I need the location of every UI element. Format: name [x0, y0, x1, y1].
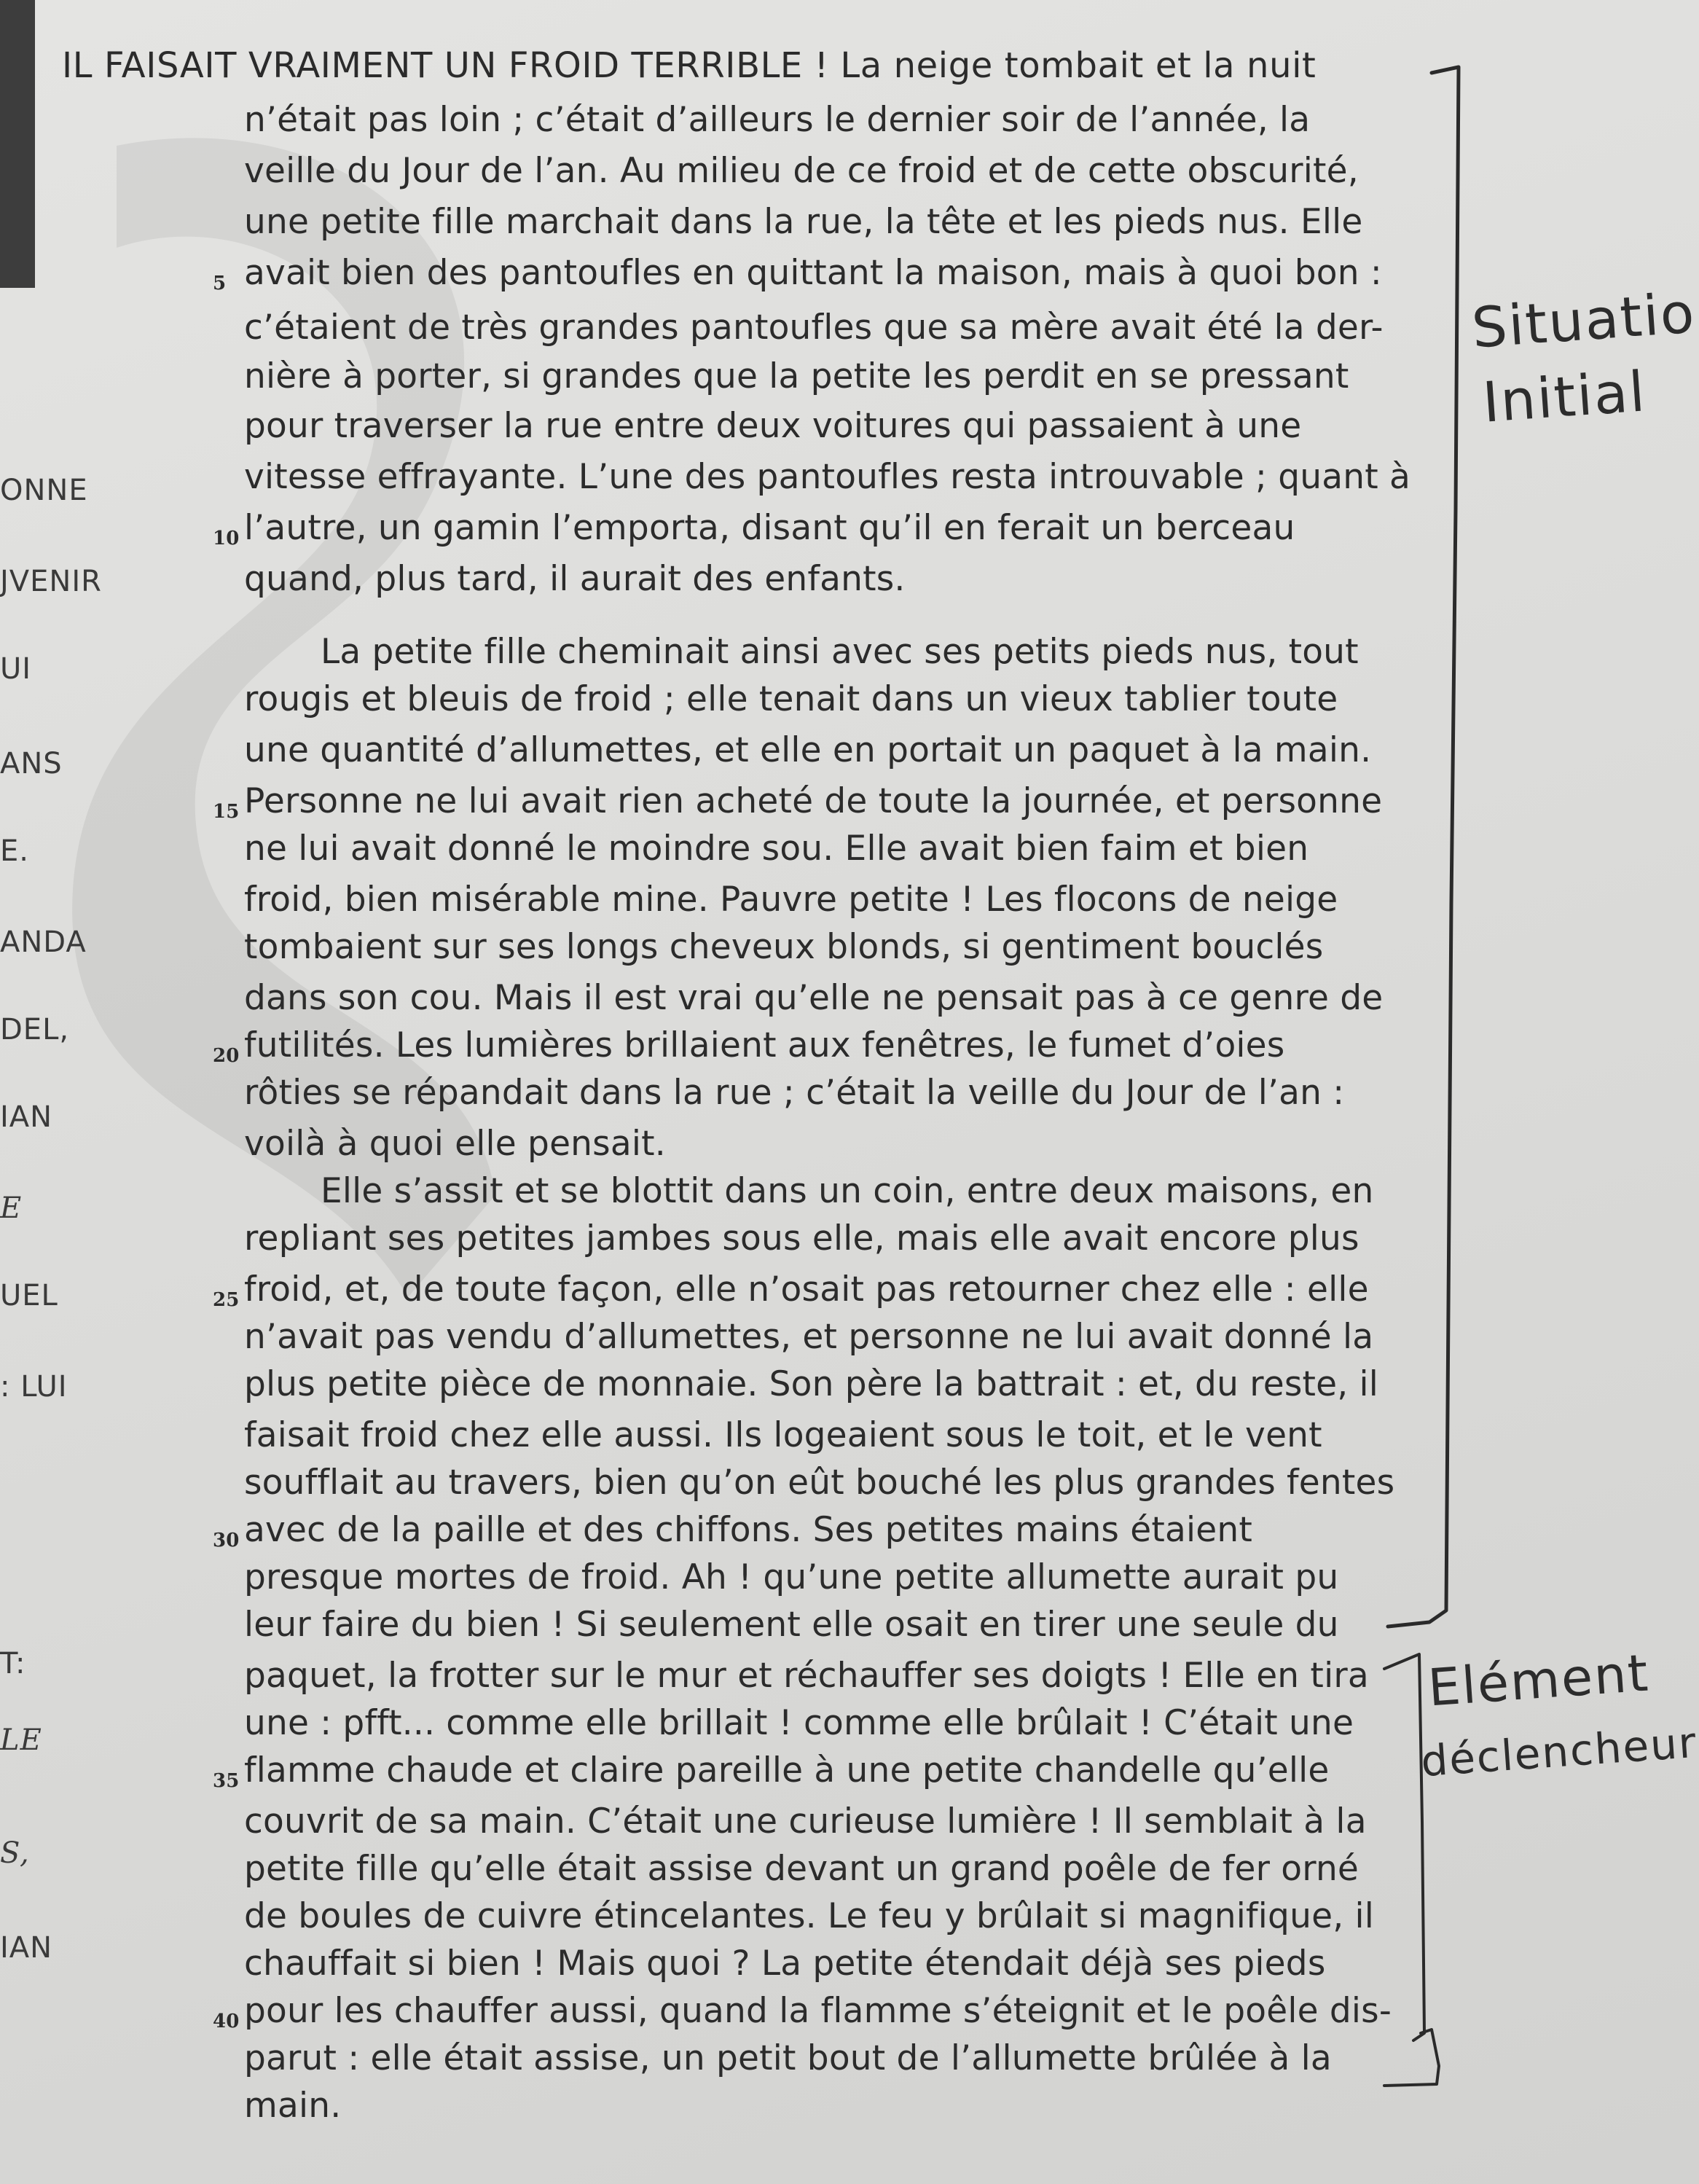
text-line-content: l’autre, un gamin l’emporta, disant qu’il en ferait un berceau	[244, 508, 1295, 548]
margin-word: E.	[0, 834, 29, 868]
text-line-content: une petite fille marchait dans la rue, la tête et les pieds nus. Elle	[244, 202, 1363, 242]
text-line-content: parut : elle était assise, un petit bout de l’allumette brûlée à la	[244, 2038, 1332, 2078]
text-line-content: de boules de cuivre étincelantes. Le feu y brûlait si magnifique, il	[244, 1896, 1374, 1936]
line-number: 15	[213, 801, 240, 823]
text-line-content: avait bien des pantoufles en quittant la maison, mais à quoi bon :	[244, 253, 1382, 293]
annotation-declencheur: déclencheur	[1419, 1717, 1699, 1787]
text-line-content: avec de la paille et des chiffons. Ses petites mains étaient	[244, 1510, 1252, 1550]
line-number: 20	[213, 1045, 240, 1067]
text-line-content: La petite fille cheminait ainsi avec ses petits pieds nus, tout	[321, 632, 1359, 672]
text-line-content: chauffait si bien ! Mais quoi ? La petite étendait déjà ses pieds	[244, 1944, 1326, 1984]
text-line-content: froid, et, de toute façon, elle n’osait pas retourner chez elle : elle	[244, 1269, 1369, 1310]
text-line-content: rougis et bleuis de froid ; elle tenait dans un vieux tablier toute	[244, 679, 1338, 719]
text-line-content: futilités. Les lumières brillaient aux fenêtres, le fumet d’oies	[244, 1025, 1285, 1065]
text-line-content: main.	[244, 2086, 342, 2126]
text-line-content: IL FAISAIT VRAIMENT UN FROID TERRIBLE ! La neige tombait et la nuit	[62, 45, 1317, 86]
line-number: 25	[213, 1289, 240, 1311]
margin-word: IAN	[0, 1931, 53, 1965]
text-line-content: tombaient sur ses longs cheveux blonds, si gentiment bouclés	[244, 927, 1324, 967]
margin-word: IAN	[0, 1100, 53, 1134]
text-line-content: Elle s’assit et se blottit dans un coin, entre deux maisons, en	[321, 1171, 1374, 1211]
line-number: 10	[213, 528, 240, 549]
text-line-content: petite fille qu’elle était assise devant un grand poêle de fer orné	[244, 1849, 1359, 1889]
margin-word: UEL	[0, 1279, 58, 1312]
annotation-initiale: Initial	[1480, 359, 1649, 435]
text-line-content: plus petite pièce de monnaie. Son père la battrait : et, du reste, il	[244, 1364, 1379, 1404]
text-line-content: Personne ne lui avait rien acheté de toute la journée, et personne	[244, 781, 1383, 821]
text-line-content: n’avait pas vendu d’allumettes, et personne ne lui avait donné la	[244, 1317, 1374, 1357]
text-line-content: paquet, la frotter sur le mur et réchauffer ses doigts ! Elle en tira	[244, 1656, 1369, 1696]
margin-word: S,	[0, 1836, 30, 1870]
margin-word: JVENIR	[0, 565, 102, 598]
margin-word: : LUI	[0, 1370, 68, 1404]
text-line-content: veille du Jour de l’an. Au milieu de ce froid et de cette obscurité,	[244, 151, 1359, 191]
text-line-content: c’étaient de très grandes pantoufles que sa mère avait été la der-	[244, 308, 1384, 348]
margin-word: ANDA	[0, 925, 87, 959]
text-line-content: faisait froid chez elle aussi. Ils logeaient sous le toit, et le vent	[244, 1415, 1322, 1455]
margin-word: E	[0, 1191, 23, 1225]
margin-word: UI	[0, 652, 32, 686]
text-line-content: couvrit de sa main. C’était une curieuse lumière ! Il semblait à la	[244, 1801, 1367, 1841]
text-line-content: pour traverser la rue entre deux voitures qui passaient à une	[244, 406, 1302, 446]
text-line-content: froid, bien misérable mine. Pauvre petite ! Les flocons de neige	[244, 880, 1338, 920]
text-line-content: nière à porter, si grandes que la petite les perdit en se pressant	[244, 356, 1349, 396]
text-line-content: voilà à quoi elle pensait.	[244, 1124, 666, 1164]
text-line-content: pour les chauffer aussi, quand la flamme s’éteignit et le poêle dis-	[244, 1991, 1392, 2031]
margin-word: ONNE	[0, 474, 88, 507]
text-line-content: presque mortes de froid. Ah ! qu’une petite allumette aurait pu	[244, 1557, 1339, 1597]
text-line-content: une quantité d’allumettes, et elle en portait un paquet à la main.	[244, 730, 1372, 770]
text-line-content: leur faire du bien ! Si seulement elle osait en tirer une seule du	[244, 1605, 1339, 1645]
margin-word: LE	[0, 1723, 42, 1757]
line-number: 40	[213, 2011, 240, 2032]
text-line-content: quand, plus tard, il aurait des enfants.	[244, 559, 906, 599]
margin-word: T:	[0, 1647, 26, 1680]
text-line-content: rôties se répandait dans la rue ; c’était la veille du Jour de l’an :	[244, 1073, 1345, 1113]
text-line-content: vitesse effrayante. L’une des pantoufles resta introuvable ; quant à	[244, 457, 1410, 497]
annotation-situation: Situatio	[1470, 280, 1698, 361]
text-line-content: ne lui avait donné le moindre sou. Elle avait bien faim et bien	[244, 829, 1309, 869]
text-line-content: dans son cou. Mais il est vrai qu’elle ne pensait pas à ce genre de	[244, 978, 1384, 1018]
line-number: 35	[213, 1770, 240, 1792]
line-number: 30	[213, 1530, 240, 1551]
text-line-content: flamme chaude et claire pareille à une petite chandelle qu’elle	[244, 1750, 1330, 1790]
text-line-content: repliant ses petites jambes sous elle, mais elle avait encore plus	[244, 1218, 1359, 1259]
line-number: 5	[213, 273, 227, 294]
annotation-element: Elément	[1426, 1643, 1652, 1718]
margin-word: ANS	[0, 747, 63, 780]
text-line-content: une : pfft... comme elle brillait ! comme elle brûlait ! C’était une	[244, 1703, 1354, 1743]
margin-word: DEL,	[0, 1013, 70, 1046]
text-line-content: n’était pas loin ; c’était d’ailleurs le dernier soir de l’année, la	[244, 100, 1311, 140]
text-line-content: soufflait au travers, bien qu’on eût bouché les plus grandes fentes	[244, 1463, 1395, 1503]
